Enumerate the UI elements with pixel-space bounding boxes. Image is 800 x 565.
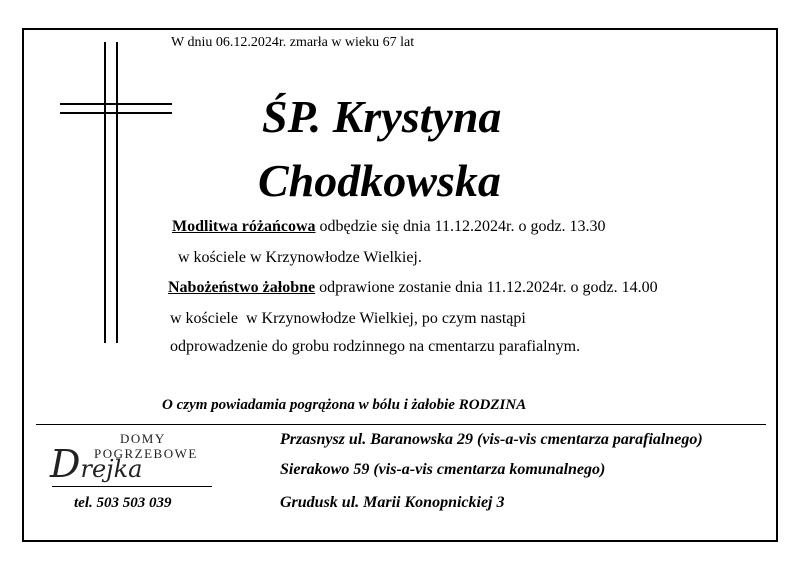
logo-rest: rejka	[80, 455, 143, 483]
logo-middle-text: POGRZEBOWE	[94, 446, 198, 461]
logo-brand	[50, 442, 143, 486]
procession-line: odprowadzenie do grobu rodzinnego na cmentarzu parafialnym.	[170, 338, 581, 355]
logo-initial: D	[50, 442, 81, 486]
service-line	[168, 279, 658, 297]
rosary-text: odbędzie się dnia 11.12.2024r. o godz. 13.30	[315, 218, 606, 235]
logo-underline	[52, 486, 212, 487]
service-place: w kościele w Krzynowłodze Wielkiej, po czym nastąpi	[170, 310, 526, 327]
address-przasnysz: Przasnysz ul. Baranowska 29 (vis-a-vis cmentarza parafialnego)	[280, 431, 703, 448]
address-sierakowo: Sierakowo 59 (vis-a-vis cmentarza komunalnego)	[280, 461, 606, 478]
service-text: odprawione zostanie dnia 11.12.2024r. o godz. 14.00	[315, 279, 658, 296]
deceased-name-line1: ŚP. Krystyna	[262, 91, 502, 142]
rosary-line	[172, 218, 606, 236]
death-date-line: W dniu 06.12.2024r. zmarła w wieku 67 lat	[171, 35, 415, 50]
service-label: Nabożeństwo żałobne	[168, 279, 316, 296]
rosary-label: Modlitwa różańcowa	[172, 218, 316, 235]
address-grudusk: Grudusk ul. Marii Konopnickiej 3	[280, 494, 505, 511]
rosary-place: w kościele w Krzynowłodze Wielkiej.	[178, 249, 422, 266]
logo-top-text: DOMY	[120, 431, 166, 446]
divider	[36, 424, 766, 425]
deceased-name-line2: Chodkowska	[258, 155, 501, 206]
phone-number: tel. 503 503 039	[74, 495, 172, 511]
family-announcement: O czym powiadamia pogrążona w bólu i żałobie RODZINA	[162, 397, 527, 413]
